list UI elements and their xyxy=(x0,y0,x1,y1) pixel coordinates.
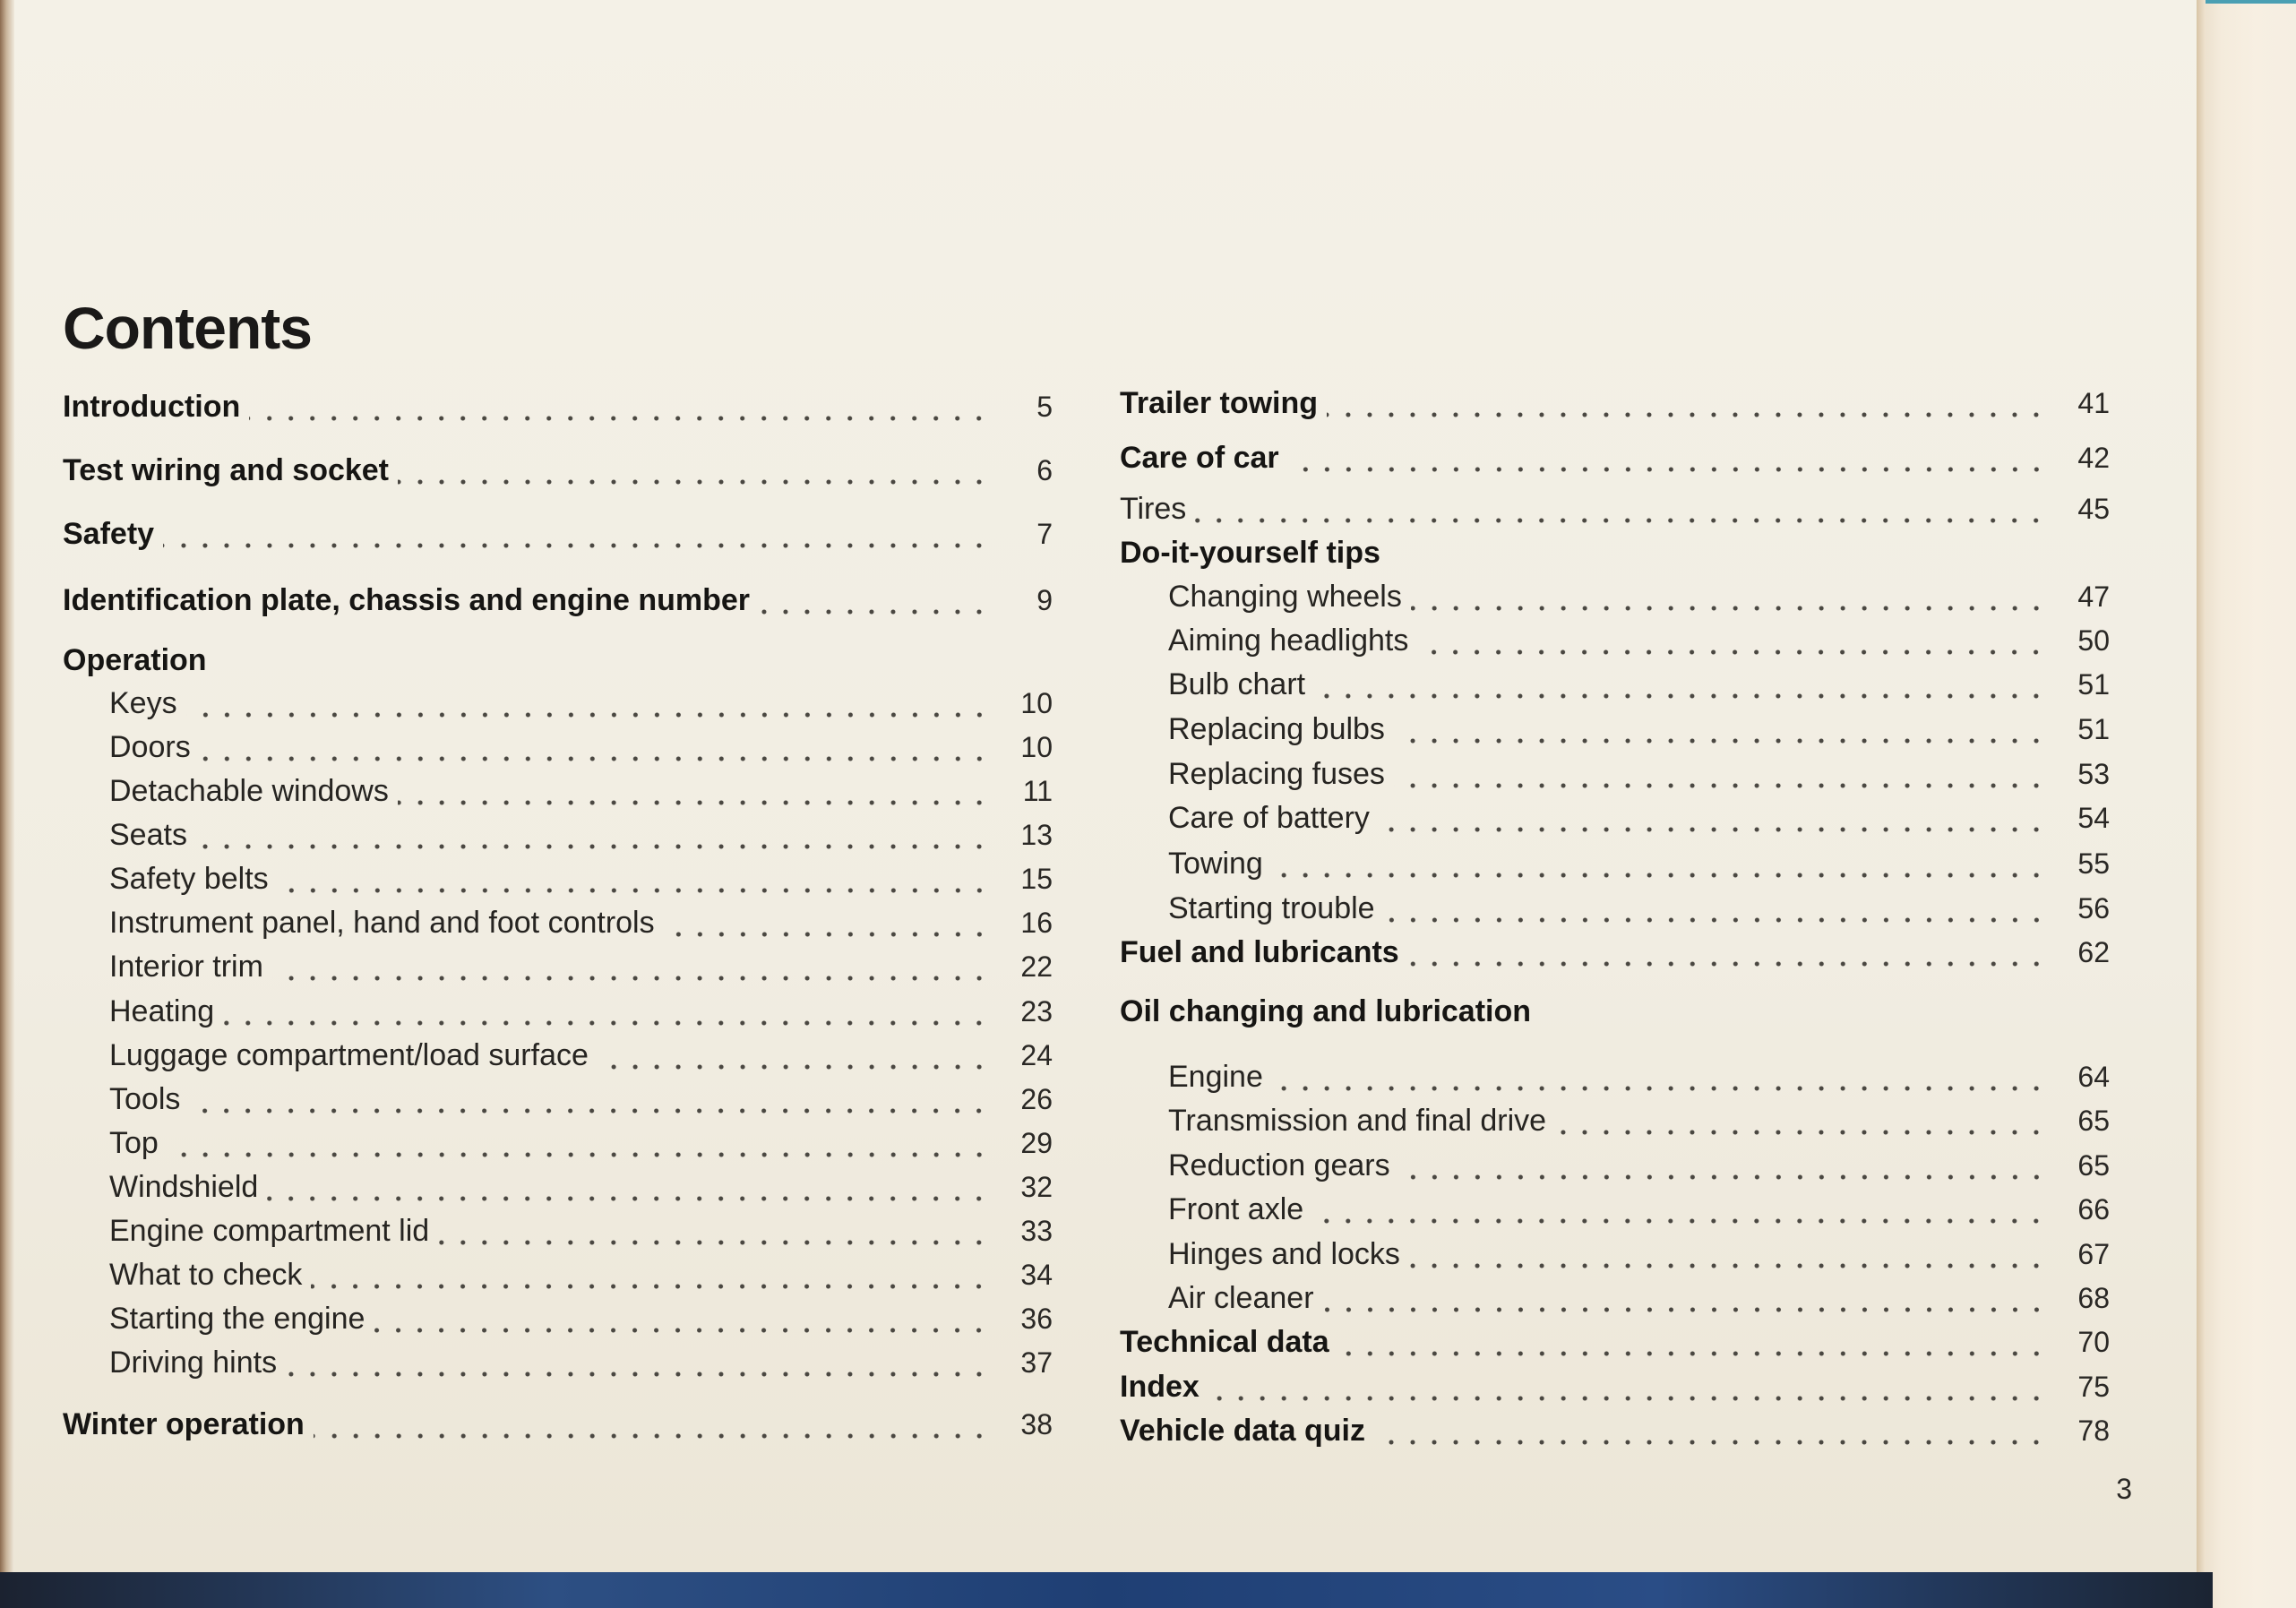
adjacent-page-edge xyxy=(2197,0,2296,1608)
toc-page-number: 47 xyxy=(2077,580,2110,613)
toc-entry-label: Air cleaner xyxy=(1168,1281,1314,1315)
toc-entry-label: What to check xyxy=(109,1258,303,1292)
toc-entry[interactable] xyxy=(1168,1146,2110,1185)
toc-entry[interactable] xyxy=(1168,1101,2110,1140)
toc-entry[interactable] xyxy=(109,947,1053,986)
toc-entry-label: Starting trouble xyxy=(1168,891,1375,925)
dot-leader xyxy=(249,387,990,426)
dot-leader xyxy=(1408,933,2047,972)
toc-entry-label: Engine compartment lid xyxy=(109,1214,430,1248)
toc-entry[interactable] xyxy=(1168,1057,2110,1096)
dot-leader xyxy=(267,1167,990,1207)
toc-page-number: 10 xyxy=(1020,731,1053,763)
toc-entry-label: Safety belts xyxy=(109,862,269,896)
toc-page-number: 62 xyxy=(2077,936,2110,968)
toc-page-number: 7 xyxy=(1036,518,1053,550)
toc-page-number: 54 xyxy=(2077,802,2110,834)
toc-entry[interactable] xyxy=(1120,933,2110,972)
dot-leader xyxy=(1374,1411,2047,1450)
toc-page-number: 24 xyxy=(1020,1039,1053,1071)
toc-entry-label: Safety xyxy=(63,517,155,551)
toc-entry-label: Changing wheels xyxy=(1168,580,1402,614)
toc-entry[interactable] xyxy=(109,992,1053,1031)
toc-entry-label: Heating xyxy=(109,994,215,1028)
folio-page-number: 3 xyxy=(2116,1473,2132,1505)
toc-entry-label: Aiming headlights xyxy=(1168,623,1409,658)
dot-leader xyxy=(1272,1057,2047,1096)
toc-page-number: 9 xyxy=(1036,584,1053,616)
toc-section-heading: Operation xyxy=(63,643,207,677)
toc-page-number: 78 xyxy=(2077,1415,2110,1447)
toc-entry[interactable] xyxy=(109,1255,1053,1294)
toc-entry[interactable] xyxy=(1120,438,2110,477)
page-title: Contents xyxy=(63,295,312,361)
dot-leader xyxy=(1208,1367,2047,1406)
toc-entry-label: Luggage compartment/load surface xyxy=(109,1038,589,1072)
dot-leader xyxy=(398,451,990,490)
toc-page-number: 32 xyxy=(1020,1171,1053,1203)
toc-page-number: 22 xyxy=(1020,950,1053,983)
toc-entry[interactable] xyxy=(1168,1278,2110,1318)
toc-entry[interactable] xyxy=(63,387,1053,426)
dot-leader xyxy=(1312,1190,2047,1229)
page-gutter xyxy=(2197,0,2206,1577)
toc-page-number: 29 xyxy=(1020,1127,1053,1159)
toc-entry-label: Front axle xyxy=(1168,1192,1304,1226)
toc-entry[interactable] xyxy=(109,859,1053,899)
toc-entry-label: Doors xyxy=(109,730,191,764)
toc-entry-label: Replacing bulbs xyxy=(1168,712,1385,746)
dot-leader xyxy=(1555,1101,2047,1140)
toc-entry-label: Reduction gears xyxy=(1168,1148,1390,1182)
toc-entry[interactable] xyxy=(109,1211,1053,1251)
dot-leader xyxy=(1272,844,2047,883)
toc-entry[interactable] xyxy=(1168,621,2110,660)
toc-page-number: 11 xyxy=(1022,775,1053,807)
dot-leader xyxy=(278,859,990,899)
toc-entry-label: Test wiring and socket xyxy=(63,453,390,487)
dot-leader xyxy=(189,1079,990,1119)
toc-entry[interactable] xyxy=(1168,1234,2110,1274)
toc-entry-label: Fuel and lubricants xyxy=(1120,935,1399,969)
dot-leader xyxy=(1327,383,2047,423)
toc-page-number: 56 xyxy=(2077,892,2110,924)
toc-entry[interactable] xyxy=(1168,1190,2110,1229)
toc-entry-label: Seats xyxy=(109,818,187,852)
toc-page-number: 10 xyxy=(1020,687,1053,719)
toc-entry-label: Transmission and final drive xyxy=(1168,1104,1547,1138)
toc-entry[interactable] xyxy=(109,903,1053,942)
toc-entry[interactable] xyxy=(1120,489,2110,529)
toc-entry-label: Starting the engine xyxy=(109,1302,365,1336)
dot-leader xyxy=(438,1211,990,1251)
toc-entry[interactable] xyxy=(109,1079,1053,1119)
toc-entry-label: Towing xyxy=(1168,847,1263,881)
toc-entry-label: Top xyxy=(109,1126,159,1160)
dot-leader xyxy=(1195,489,2047,529)
toc-page-number: 70 xyxy=(2077,1326,2110,1358)
dot-leader xyxy=(196,815,990,855)
dot-leader xyxy=(1288,438,2047,477)
toc-entry[interactable] xyxy=(63,514,1053,554)
binding-stripe xyxy=(0,1572,2213,1608)
toc-entry[interactable] xyxy=(1120,1411,2110,1450)
dot-leader xyxy=(398,771,990,811)
toc-entry[interactable] xyxy=(1168,665,2110,704)
toc-entry-label: Tools xyxy=(109,1082,181,1116)
toc-entry[interactable] xyxy=(1168,889,2110,928)
toc-page-number: 53 xyxy=(2077,758,2110,790)
dot-leader xyxy=(1384,889,2047,928)
toc-page-number: 64 xyxy=(2077,1061,2110,1093)
toc-entry-label: Care of car xyxy=(1120,441,1279,475)
toc-page-number: 42 xyxy=(2077,442,2110,474)
toc-page-number: 41 xyxy=(2077,387,2110,419)
toc-entry-label: Detachable windows xyxy=(109,774,389,808)
toc-entry[interactable] xyxy=(63,451,1053,490)
toc-entry[interactable] xyxy=(109,815,1053,855)
dot-leader xyxy=(1394,754,2047,794)
toc-entry[interactable] xyxy=(109,1123,1053,1163)
toc-entry[interactable] xyxy=(1120,383,2110,423)
toc-page-number: 65 xyxy=(2077,1105,2110,1137)
toc-page-number: 45 xyxy=(2077,493,2110,525)
toc-entry[interactable] xyxy=(1120,1367,2110,1406)
toc-page-number: 15 xyxy=(1020,863,1053,895)
toc-page-number: 5 xyxy=(1036,391,1053,423)
toc-entry-label: Bulb chart xyxy=(1168,667,1306,701)
dot-leader xyxy=(286,1343,990,1382)
toc-entry-label: Winter operation xyxy=(63,1407,305,1441)
toc-entry[interactable] xyxy=(109,727,1053,767)
toc-entry-label: Instrument panel, hand and foot controls xyxy=(109,906,655,940)
dot-leader xyxy=(272,947,990,986)
toc-entry-label: Introduction xyxy=(63,390,241,424)
toc-page-number: 26 xyxy=(1020,1083,1053,1115)
toc-entry[interactable] xyxy=(1168,709,2110,749)
top-accent-strip xyxy=(2206,0,2296,4)
toc-page-number: 75 xyxy=(2077,1371,2110,1403)
toc-entry-label: Keys xyxy=(109,686,177,720)
toc-entry[interactable] xyxy=(1168,798,2110,838)
toc-entry[interactable] xyxy=(63,580,1053,620)
dot-leader xyxy=(759,580,990,620)
toc-entry[interactable] xyxy=(109,1343,1053,1382)
toc-page-number: 67 xyxy=(2077,1238,2110,1270)
page-left-edge xyxy=(0,0,14,1577)
toc-entry-label: Care of battery xyxy=(1168,801,1370,835)
toc-page-number: 37 xyxy=(1020,1346,1053,1379)
toc-section-heading: Do-it-yourself tips xyxy=(1120,536,1380,570)
toc-entry[interactable] xyxy=(63,1405,1053,1444)
dot-leader xyxy=(163,514,990,554)
toc-page-number: 55 xyxy=(2077,847,2110,880)
dot-leader xyxy=(664,903,990,942)
dot-leader xyxy=(1338,1322,2047,1362)
toc-page-number: 23 xyxy=(1020,995,1053,1028)
toc-page-number: 68 xyxy=(2077,1282,2110,1314)
toc-section-heading: Oil changing and lubrication xyxy=(1120,994,1532,1028)
toc-page-number: 51 xyxy=(2077,713,2110,745)
dot-leader xyxy=(168,1123,990,1163)
toc-entry-label: Replacing fuses xyxy=(1168,757,1385,791)
toc-entry-label: Hinges and locks xyxy=(1168,1237,1400,1271)
dot-leader xyxy=(374,1299,990,1338)
dot-leader xyxy=(1323,1278,2047,1318)
dot-leader xyxy=(311,1255,990,1294)
toc-page-number: 51 xyxy=(2077,668,2110,701)
toc-page-number: 66 xyxy=(2077,1193,2110,1225)
dot-leader xyxy=(1379,798,2047,838)
dot-leader xyxy=(200,727,990,767)
toc-entry[interactable] xyxy=(1120,1322,2110,1362)
dot-leader xyxy=(1399,1146,2047,1185)
toc-page-number: 33 xyxy=(1020,1215,1053,1247)
dot-leader xyxy=(1417,621,2047,660)
toc-entry-label: Vehicle data quiz xyxy=(1120,1414,1365,1448)
toc-page-number: 38 xyxy=(1020,1408,1053,1440)
toc-page-number: 65 xyxy=(2077,1149,2110,1182)
toc-entry[interactable] xyxy=(109,771,1053,811)
toc-entry-label: Driving hints xyxy=(109,1346,278,1380)
toc-page-number: 34 xyxy=(1020,1259,1053,1291)
toc-entry[interactable] xyxy=(109,1036,1053,1075)
toc-entry[interactable] xyxy=(1168,844,2110,883)
toc-entry-label: Engine xyxy=(1168,1060,1263,1094)
toc-entry[interactable] xyxy=(1168,754,2110,794)
dot-leader xyxy=(598,1036,990,1075)
toc-entry[interactable] xyxy=(1168,577,2110,616)
dot-leader xyxy=(1409,1234,2047,1274)
toc-entry-label: Index xyxy=(1120,1370,1200,1404)
toc-entry-label: Technical data xyxy=(1120,1325,1329,1359)
dot-leader xyxy=(314,1405,990,1444)
dot-leader xyxy=(223,992,990,1031)
toc-entry-label: Trailer towing xyxy=(1120,386,1319,420)
toc-page-number: 36 xyxy=(1020,1303,1053,1335)
toc-entry-label: Tires xyxy=(1120,492,1187,526)
dot-leader xyxy=(186,684,990,723)
toc-page-number: 16 xyxy=(1020,907,1053,939)
toc-entry[interactable] xyxy=(109,684,1053,723)
dot-leader xyxy=(1314,665,2047,704)
toc-entry[interactable] xyxy=(109,1299,1053,1338)
dot-leader xyxy=(1411,577,2047,616)
toc-page-number: 50 xyxy=(2077,624,2110,657)
dot-leader xyxy=(1394,709,2047,749)
toc-entry-label: Interior trim xyxy=(109,950,263,984)
toc-page-number: 13 xyxy=(1020,819,1053,851)
toc-entry-label: Identification plate, chassis and engine number xyxy=(63,583,751,617)
toc-page-number: 6 xyxy=(1036,454,1053,486)
toc-entry[interactable] xyxy=(109,1167,1053,1207)
toc-entry-label: Windshield xyxy=(109,1170,259,1204)
